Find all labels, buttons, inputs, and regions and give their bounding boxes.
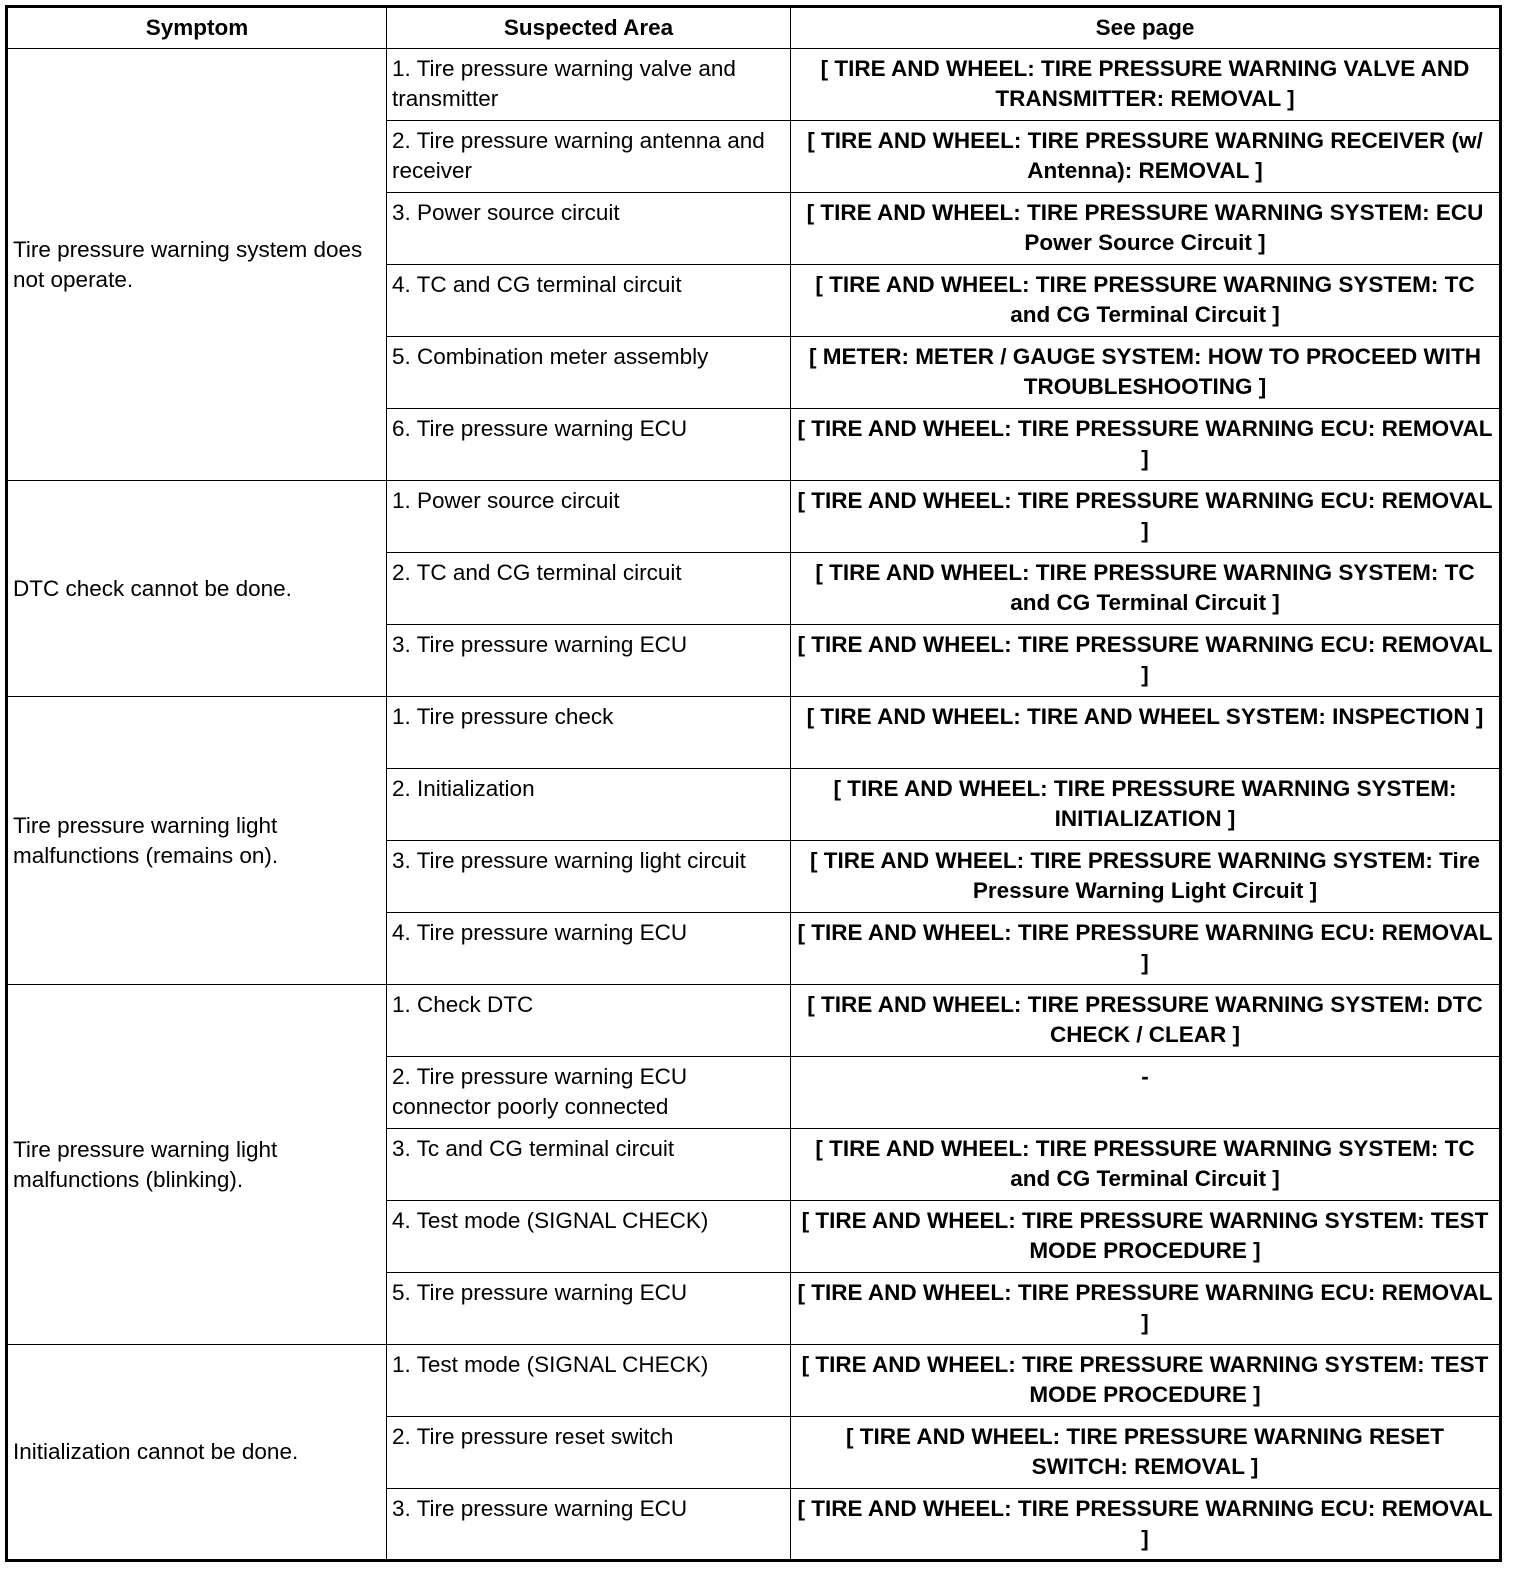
suspected-area-cell: 3. Tc and CG terminal circuit bbox=[387, 1129, 791, 1201]
table-body bbox=[7, 49, 1501, 1561]
symptom-cell: Tire pressure warning light malfunctions (blinking). bbox=[7, 985, 387, 1345]
suspected-area-cell: 4. TC and CG terminal circuit bbox=[387, 265, 791, 337]
suspected-area-cell: 2. Tire pressure reset switch bbox=[387, 1417, 791, 1489]
suspected-area-cell: 2. Initialization bbox=[387, 769, 791, 841]
symptom-cell: Tire pressure warning system does not operate. bbox=[7, 49, 387, 481]
suspected-area-cell: 1. Test mode (SIGNAL CHECK) bbox=[387, 1345, 791, 1417]
suspected-area-cell: 4. Test mode (SIGNAL CHECK) bbox=[387, 1201, 791, 1273]
suspected-area-cell: 2. Tire pressure warning antenna and receiver bbox=[387, 121, 791, 193]
see-page-link[interactable]: [ METER: METER / GAUGE SYSTEM: HOW TO PROCEED WITH TROUBLESHOOTING ] bbox=[791, 337, 1501, 409]
see-page-link[interactable]: [ TIRE AND WHEEL: TIRE PRESSURE WARNING ECU: REMOVAL ] bbox=[791, 625, 1501, 697]
table-row bbox=[7, 1345, 1501, 1417]
troubleshooting-table bbox=[5, 5, 1502, 1562]
suspected-area-cell: 5. Tire pressure warning ECU bbox=[387, 1273, 791, 1345]
suspected-area-cell: 5. Combination meter assembly bbox=[387, 337, 791, 409]
see-page-link[interactable]: [ TIRE AND WHEEL: TIRE PRESSURE WARNING RECEIVER (w/ Antenna): REMOVAL ] bbox=[791, 121, 1501, 193]
see-page-link[interactable]: [ TIRE AND WHEEL: TIRE PRESSURE WARNING ECU: REMOVAL ] bbox=[791, 913, 1501, 985]
table-row bbox=[7, 697, 1501, 769]
see-page-link[interactable]: [ TIRE AND WHEEL: TIRE PRESSURE WARNING SYSTEM: TEST MODE PROCEDURE ] bbox=[791, 1345, 1501, 1417]
see-page-link[interactable]: [ TIRE AND WHEEL: TIRE PRESSURE WARNING ECU: REMOVAL ] bbox=[791, 1489, 1501, 1561]
suspected-area-cell: 6. Tire pressure warning ECU bbox=[387, 409, 791, 481]
table-row bbox=[7, 481, 1501, 553]
see-page-link[interactable]: [ TIRE AND WHEEL: TIRE PRESSURE WARNING VALVE AND TRANSMITTER: REMOVAL ] bbox=[791, 49, 1501, 121]
see-page-link: - bbox=[791, 1057, 1501, 1129]
symptom-cell: Initialization cannot be done. bbox=[7, 1345, 387, 1561]
header-row bbox=[7, 7, 1501, 49]
header-suspected-area: Suspected Area bbox=[387, 7, 791, 49]
see-page-link[interactable]: [ TIRE AND WHEEL: TIRE PRESSURE WARNING RESET SWITCH: REMOVAL ] bbox=[791, 1417, 1501, 1489]
suspected-area-cell: 2. Tire pressure warning ECU connector poorly connected bbox=[387, 1057, 791, 1129]
table-row bbox=[7, 49, 1501, 121]
header-see-page: See page bbox=[791, 7, 1501, 49]
see-page-link[interactable]: [ TIRE AND WHEEL: TIRE PRESSURE WARNING SYSTEM: TC and CG Terminal Circuit ] bbox=[791, 1129, 1501, 1201]
suspected-area-cell: 1. Check DTC bbox=[387, 985, 791, 1057]
symptom-cell: Tire pressure warning light malfunctions (remains on). bbox=[7, 697, 387, 985]
suspected-area-cell: 4. Tire pressure warning ECU bbox=[387, 913, 791, 985]
see-page-link[interactable]: [ TIRE AND WHEEL: TIRE AND WHEEL SYSTEM: INSPECTION ] bbox=[791, 697, 1501, 769]
see-page-link[interactable]: [ TIRE AND WHEEL: TIRE PRESSURE WARNING SYSTEM: ECU Power Source Circuit ] bbox=[791, 193, 1501, 265]
suspected-area-cell: 3. Tire pressure warning ECU bbox=[387, 1489, 791, 1561]
suspected-area-cell: 3. Tire pressure warning light circuit bbox=[387, 841, 791, 913]
table-row bbox=[7, 985, 1501, 1057]
header-symptom: Symptom bbox=[7, 7, 387, 49]
see-page-link[interactable]: [ TIRE AND WHEEL: TIRE PRESSURE WARNING SYSTEM: TC and CG Terminal Circuit ] bbox=[791, 265, 1501, 337]
see-page-link[interactable]: [ TIRE AND WHEEL: TIRE PRESSURE WARNING SYSTEM: DTC CHECK / CLEAR ] bbox=[791, 985, 1501, 1057]
symptom-cell: DTC check cannot be done. bbox=[7, 481, 387, 697]
suspected-area-cell: 2. TC and CG terminal circuit bbox=[387, 553, 791, 625]
see-page-link[interactable]: [ TIRE AND WHEEL: TIRE PRESSURE WARNING ECU: REMOVAL ] bbox=[791, 1273, 1501, 1345]
suspected-area-cell: 3. Power source circuit bbox=[387, 193, 791, 265]
suspected-area-cell: 1. Tire pressure warning valve and transmitter bbox=[387, 49, 791, 121]
see-page-link[interactable]: [ TIRE AND WHEEL: TIRE PRESSURE WARNING ECU: REMOVAL ] bbox=[791, 409, 1501, 481]
see-page-link[interactable]: [ TIRE AND WHEEL: TIRE PRESSURE WARNING SYSTEM: TEST MODE PROCEDURE ] bbox=[791, 1201, 1501, 1273]
see-page-link[interactable]: [ TIRE AND WHEEL: TIRE PRESSURE WARNING ECU: REMOVAL ] bbox=[791, 481, 1501, 553]
suspected-area-cell: 1. Power source circuit bbox=[387, 481, 791, 553]
suspected-area-cell: 3. Tire pressure warning ECU bbox=[387, 625, 791, 697]
see-page-link[interactable]: [ TIRE AND WHEEL: TIRE PRESSURE WARNING SYSTEM: TC and CG Terminal Circuit ] bbox=[791, 553, 1501, 625]
see-page-link[interactable]: [ TIRE AND WHEEL: TIRE PRESSURE WARNING SYSTEM: INITIALIZATION ] bbox=[791, 769, 1501, 841]
see-page-link[interactable]: [ TIRE AND WHEEL: TIRE PRESSURE WARNING SYSTEM: Tire Pressure Warning Light Circuit ] bbox=[791, 841, 1501, 913]
suspected-area-cell: 1. Tire pressure check bbox=[387, 697, 791, 769]
